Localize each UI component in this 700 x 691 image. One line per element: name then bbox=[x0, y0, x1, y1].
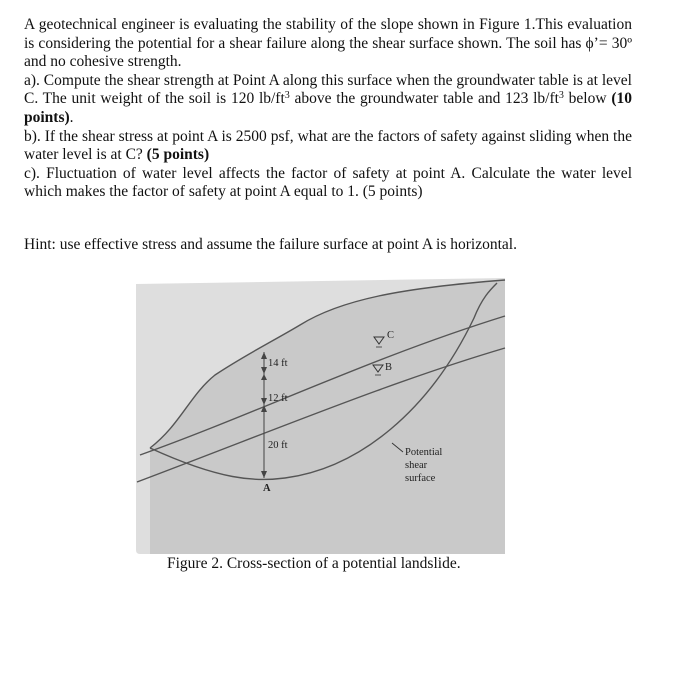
water-level-c-label: C bbox=[387, 330, 395, 341]
intro-paragraph: A geotechnical engineer is evaluating the stability of the slope shown in Figure 1.This evaluation is considering the potential for a shear failure along the shear surface shown. The soil has ϕ’= 30º and no cohesive strength. bbox=[24, 16, 632, 71]
dimension-label-14ft: 14 ft bbox=[268, 358, 288, 369]
part-a-text-3: below bbox=[563, 90, 612, 108]
shear-surface-label-line2: shear bbox=[405, 460, 428, 471]
hint-text: Hint: use effective stress and assume the failure surface at point A is horizontal. bbox=[24, 236, 517, 253]
point-a-label: A bbox=[263, 483, 271, 494]
part-a-points: (10 points) bbox=[24, 90, 632, 126]
figure-caption: Figure 2. Cross-section of a potential landslide. bbox=[167, 555, 461, 572]
water-level-b-label: B bbox=[385, 362, 393, 373]
part-b-text: b). If the shear stress at point A is 2500 psf, what are the factors of safety against sliding when the water level is at C? bbox=[24, 127, 632, 164]
dimension-label-12ft: 12 ft bbox=[268, 393, 288, 404]
shear-surface-label-line3: surface bbox=[405, 473, 436, 484]
dimension-label-20ft: 20 ft bbox=[268, 440, 288, 451]
part-a-text-1: a). Compute the shear strength at Point A along this surface when the groundwater table is at level C. The unit weight of the soil is 120 lb/ft bbox=[24, 71, 632, 108]
part-a-text-2: above the groundwater table and 123 lb/ft bbox=[289, 90, 559, 108]
shear-surface-label-line1: Potential bbox=[405, 447, 443, 458]
part-b-points: (5 points) bbox=[146, 146, 210, 164]
part-a-end: . bbox=[69, 108, 74, 126]
part-a-superscript-2: 3 bbox=[558, 90, 564, 102]
part-c-paragraph: c). Fluctuation of water level affects the factor of safety at point A. Calculate the water level which makes the factor of safety at point A equal to 1. (5 points) bbox=[24, 164, 632, 201]
part-a-superscript-1: 3 bbox=[284, 90, 290, 102]
